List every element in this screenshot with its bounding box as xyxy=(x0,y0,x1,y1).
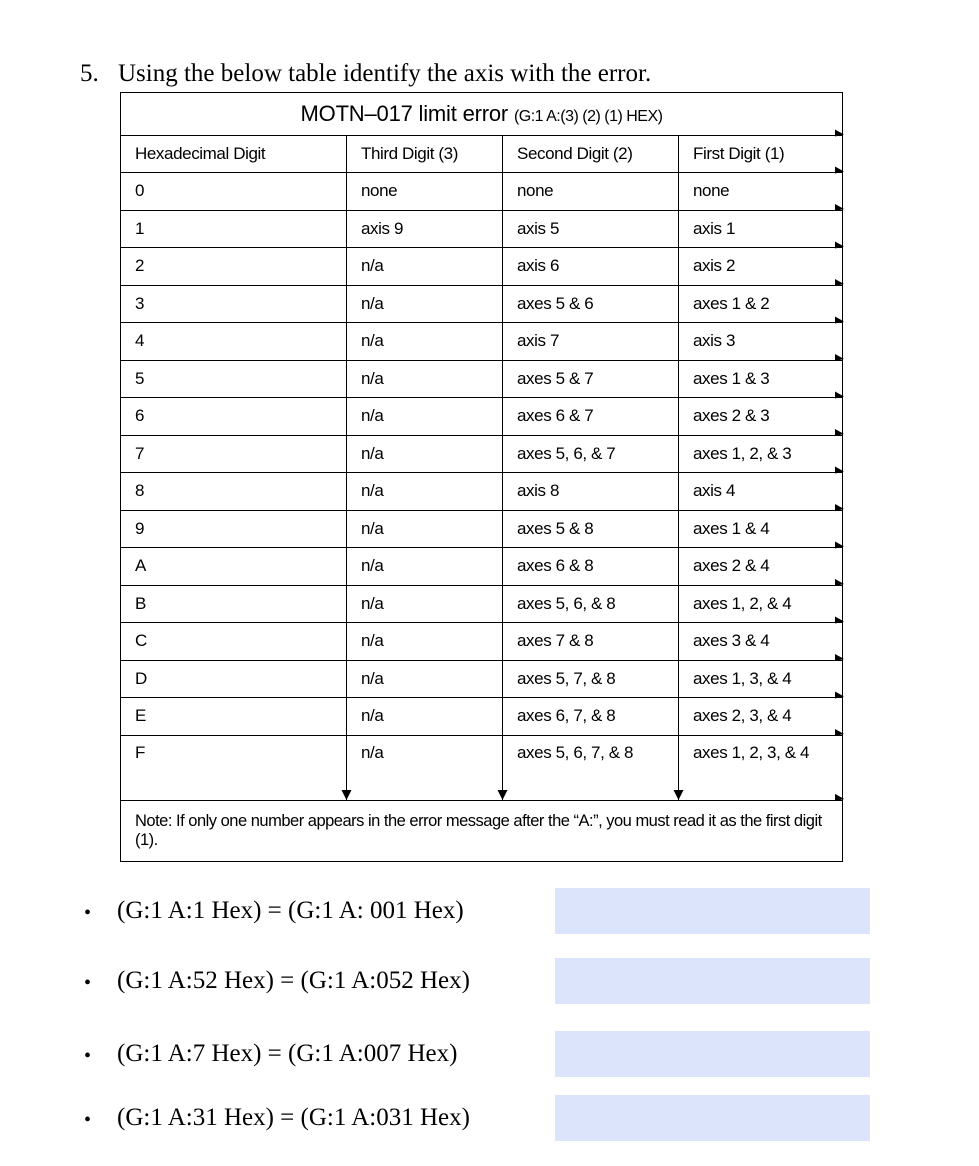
arrowhead-mark xyxy=(835,467,844,474)
hex-cell: A xyxy=(121,548,347,586)
question-text: Using the below table identify the axis with the error. xyxy=(118,60,652,87)
arrowhead-mark xyxy=(835,542,844,549)
list-item xyxy=(84,1031,884,1077)
answer-field-3[interactable] xyxy=(555,1031,870,1077)
hex-cell: 8 xyxy=(121,473,347,511)
arrowhead-mark xyxy=(835,729,844,736)
first-digit-cell: axes 1, 3, & 4 xyxy=(679,660,843,698)
first-digit-cell: axes 1, 2, & 4 xyxy=(679,585,843,623)
second-digit-cell: axis 7 xyxy=(503,323,679,361)
answer-field-1[interactable] xyxy=(555,888,870,934)
hex-cell: 3 xyxy=(121,285,347,323)
third-digit-cell: n/a xyxy=(347,510,503,548)
third-digit-cell: n/a xyxy=(347,735,503,800)
third-digit-cell: n/a xyxy=(347,660,503,698)
second-digit-cell: axis 6 xyxy=(503,248,679,286)
arrowhead-mark xyxy=(835,429,844,436)
first-digit-cell: axes 3 & 4 xyxy=(679,623,843,661)
bullet-text: (G:1 A:31 Hex) = (G:1 A:031 Hex) xyxy=(117,1104,470,1131)
third-digit-cell: n/a xyxy=(347,698,503,736)
third-digit-cell: n/a xyxy=(347,323,503,361)
list-item xyxy=(84,888,884,934)
first-digit-cell: axes 1, 2, 3, & 4 xyxy=(679,735,843,800)
bullet-icon: • xyxy=(84,1109,92,1131)
arrowhead-mark xyxy=(835,354,844,361)
arrowhead-mark xyxy=(674,790,684,800)
arrowhead-mark xyxy=(835,504,844,511)
table-arrow-overlay xyxy=(120,92,850,860)
third-digit-cell: n/a xyxy=(347,435,503,473)
bullet-text: (G:1 A:7 Hex) = (G:1 A:007 Hex) xyxy=(117,1040,458,1067)
arrowhead-mark xyxy=(342,790,352,800)
first-digit-cell: none xyxy=(679,173,843,211)
arrowhead-mark xyxy=(835,617,844,624)
third-digit-cell: n/a xyxy=(347,473,503,511)
third-digit-cell: none xyxy=(347,173,503,211)
hex-cell: D xyxy=(121,660,347,698)
question-heading xyxy=(80,58,651,90)
first-digit-cell: axes 1 & 3 xyxy=(679,360,843,398)
bullet-icon: • xyxy=(84,902,92,924)
hex-cell: 0 xyxy=(121,173,347,211)
second-digit-cell: axes 5 & 7 xyxy=(503,360,679,398)
arrowhead-mark xyxy=(835,794,844,801)
hex-cell: 9 xyxy=(121,510,347,548)
second-digit-cell: axes 6 & 8 xyxy=(503,548,679,586)
hex-cell: 6 xyxy=(121,398,347,436)
first-digit-cell: axes 2 & 3 xyxy=(679,398,843,436)
list-item xyxy=(84,1095,884,1141)
second-digit-cell: none xyxy=(503,173,679,211)
arrowhead-mark xyxy=(835,204,844,211)
hex-cell: 2 xyxy=(121,248,347,286)
hex-cell: F xyxy=(121,735,347,800)
arrowhead-mark xyxy=(835,279,844,286)
hex-cell: 4 xyxy=(121,323,347,361)
table-title-format: (G:1 A:(3) (2) (1) HEX) xyxy=(513,108,663,125)
first-digit-cell: axes 1 & 2 xyxy=(679,285,843,323)
bullet-icon: • xyxy=(84,972,92,994)
bullet-text: (G:1 A:52 Hex) = (G:1 A:052 Hex) xyxy=(117,967,470,994)
second-digit-cell: axes 5, 6, & 8 xyxy=(503,585,679,623)
arrowhead-mark xyxy=(835,167,844,174)
bullet-icon: • xyxy=(84,1045,92,1067)
arrowhead-mark xyxy=(835,317,844,324)
third-digit-cell: n/a xyxy=(347,248,503,286)
hex-cell: 7 xyxy=(121,435,347,473)
bullet-text: (G:1 A:1 Hex) = (G:1 A: 001 Hex) xyxy=(117,897,464,924)
third-digit-cell: n/a xyxy=(347,398,503,436)
second-digit-cell: axes 5, 7, & 8 xyxy=(503,660,679,698)
first-digit-cell: axes 1, 2, & 3 xyxy=(679,435,843,473)
second-digit-cell: axes 7 & 8 xyxy=(503,623,679,661)
list-item xyxy=(84,958,884,1004)
hex-cell: 1 xyxy=(121,210,347,248)
third-digit-cell: n/a xyxy=(347,585,503,623)
answer-field-4[interactable] xyxy=(555,1095,870,1141)
arrowhead-mark xyxy=(835,579,844,586)
third-digit-cell: n/a xyxy=(347,623,503,661)
limit-error-table-container xyxy=(120,92,842,860)
third-digit-cell: n/a xyxy=(347,360,503,398)
second-digit-cell: axes 5 & 8 xyxy=(503,510,679,548)
first-digit-cell: axis 1 xyxy=(679,210,843,248)
hex-cell: C xyxy=(121,623,347,661)
hex-cell: 5 xyxy=(121,360,347,398)
first-digit-cell: axis 3 xyxy=(679,323,843,361)
second-digit-cell: axis 8 xyxy=(503,473,679,511)
second-digit-cell: axis 5 xyxy=(503,210,679,248)
third-digit-cell: n/a xyxy=(347,548,503,586)
answer-field-2[interactable] xyxy=(555,958,870,1004)
second-digit-cell: axes 5, 6, 7, & 8 xyxy=(503,735,679,800)
third-digit-cell: axis 9 xyxy=(347,210,503,248)
hex-cell: B xyxy=(121,585,347,623)
third-digit-cell: n/a xyxy=(347,285,503,323)
arrowhead-mark xyxy=(835,130,844,137)
header-third-digit: Third Digit (3) xyxy=(347,136,503,173)
second-digit-cell: axes 5, 6, & 7 xyxy=(503,435,679,473)
first-digit-cell: axis 2 xyxy=(679,248,843,286)
arrowhead-mark xyxy=(498,790,508,800)
second-digit-cell: axes 6, 7, & 8 xyxy=(503,698,679,736)
hex-cell: E xyxy=(121,698,347,736)
table-title-main: MOTN–017 limit error xyxy=(300,101,514,126)
header-hex-digit: Hexadecimal Digit xyxy=(121,136,347,173)
arrowhead-mark xyxy=(835,692,844,699)
first-digit-cell: axes 1 & 4 xyxy=(679,510,843,548)
header-first-digit: First Digit (1) xyxy=(679,136,843,173)
second-digit-cell: axes 6 & 7 xyxy=(503,398,679,436)
arrowhead-mark xyxy=(835,392,844,399)
arrowhead-mark xyxy=(835,242,844,249)
arrowhead-mark xyxy=(835,654,844,661)
second-digit-cell: axes 5 & 6 xyxy=(503,285,679,323)
question-number: 5. xyxy=(80,60,99,87)
first-digit-cell: axes 2, 3, & 4 xyxy=(679,698,843,736)
first-digit-cell: axis 4 xyxy=(679,473,843,511)
first-digit-cell: axes 2 & 4 xyxy=(679,548,843,586)
table-note: Note: If only one number appears in the error message after the “A:”, you must read it as the first digit (1). xyxy=(121,800,843,861)
header-second-digit: Second Digit (2) xyxy=(503,136,679,173)
